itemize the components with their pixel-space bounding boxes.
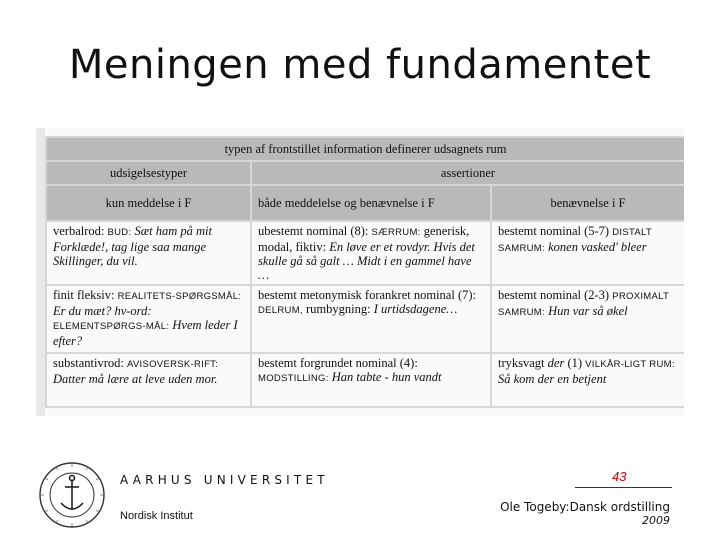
cell-text: bestemt forgrundet nominal (4): — [258, 356, 418, 370]
cell-label: AVISOVERSK-RIFT: — [126, 359, 219, 370]
university-name: AARHUS UNIVERSITET — [120, 473, 329, 487]
cell-label: ELEMENTSPØRGS-MÅL: — [53, 321, 170, 332]
table-cell — [46, 353, 251, 407]
table-cell — [491, 285, 684, 353]
column-header: både meddelelse og benævnelse i F — [251, 185, 491, 221]
table-cell — [46, 221, 251, 285]
cell-text: bestemt nominal (2-3) — [498, 288, 610, 302]
cell-label: PROXIMALT SAMRUM: — [498, 291, 669, 318]
word-order-table — [45, 136, 684, 408]
scanned-table-image — [36, 128, 684, 416]
table-cell — [251, 221, 491, 285]
citation-year: 2009 — [642, 514, 670, 527]
cell-text: (1) — [567, 356, 583, 370]
table-header-row — [46, 185, 684, 221]
cell-text: substantivrod: — [53, 356, 124, 370]
table-cell — [46, 285, 251, 353]
cell-label: MODSTILLING: — [258, 373, 329, 384]
column-header: benævnelse i F — [491, 185, 684, 221]
cell-text: ubestemt nominal (8): — [258, 224, 369, 238]
citation: Ole Togeby:Dansk ordstilling — [500, 500, 670, 514]
cell-example: Sæt ham på mit Forklæde!, tag lige saa mange Skillinger, du vil. — [53, 224, 212, 268]
cell-example: konen vasked' bleer — [548, 240, 647, 254]
column-header: kun meddelse i F — [46, 185, 251, 221]
cell-example: Så kom der en betjent — [498, 372, 607, 386]
cell-label: SÆRRUM: — [371, 227, 421, 238]
cell-label: REALITETS-SPØRGSMÅL: — [117, 291, 242, 302]
table-header-row — [46, 161, 684, 185]
cell-text: bestemt nominal (5-7) — [498, 224, 610, 238]
cell-example: En løve er et rovdyr. Hvis det skulle gå så galt … Midt i en gammel have … — [258, 240, 475, 282]
table-row — [46, 221, 684, 285]
cell-text: bestemt metonymisk forankret nominal (7): — [258, 288, 477, 302]
table-cell — [251, 285, 491, 353]
table-row — [46, 353, 684, 407]
cell-text: generisk, modal, fiktiv: — [258, 224, 470, 254]
page-number: 43 — [612, 469, 627, 484]
slide-title: Meningen med fundamentet — [68, 42, 652, 88]
cell-example: Datter må lære at leve uden mor. — [53, 372, 218, 386]
institute-name: Nordisk Institut — [120, 510, 193, 522]
cell-text: hv-ord: — [114, 304, 152, 318]
cell-label: VILKÅR-LIGT RUM: — [585, 359, 675, 370]
cell-text: tryksvagt — [498, 356, 545, 370]
table-header: typen af frontstillet information definerer udsagnets rum — [46, 137, 684, 161]
column-header: udsigelsestyper — [46, 161, 251, 185]
table-cell — [491, 221, 684, 285]
table-cell — [251, 353, 491, 407]
cell-example: Hun var så økel — [548, 304, 628, 318]
cell-example: Hvem leder I efter? — [53, 318, 238, 348]
university-seal-icon — [36, 460, 108, 530]
cell-label: DISTALT SAMRUM: — [498, 227, 652, 254]
table-header-row — [46, 137, 684, 161]
cell-label: DELRUM, — [258, 305, 303, 316]
cell-text: verbalrod: — [53, 224, 105, 238]
column-header: assertioner — [251, 161, 684, 185]
cell-example: I urtidsdagene… — [373, 302, 458, 316]
table-row — [46, 285, 684, 353]
cell-example: der — [547, 356, 565, 370]
scan-edge — [36, 128, 45, 416]
cell-example: Er du mæt? — [53, 304, 112, 318]
cell-label: BUD: — [107, 227, 132, 238]
footer-divider — [575, 487, 672, 488]
cell-text: rumbygning: — [305, 302, 371, 316]
cell-text: finit fleksiv: — [53, 288, 115, 302]
table-cell — [491, 353, 684, 407]
cell-example: Han tabte - hun vandt — [331, 370, 442, 384]
